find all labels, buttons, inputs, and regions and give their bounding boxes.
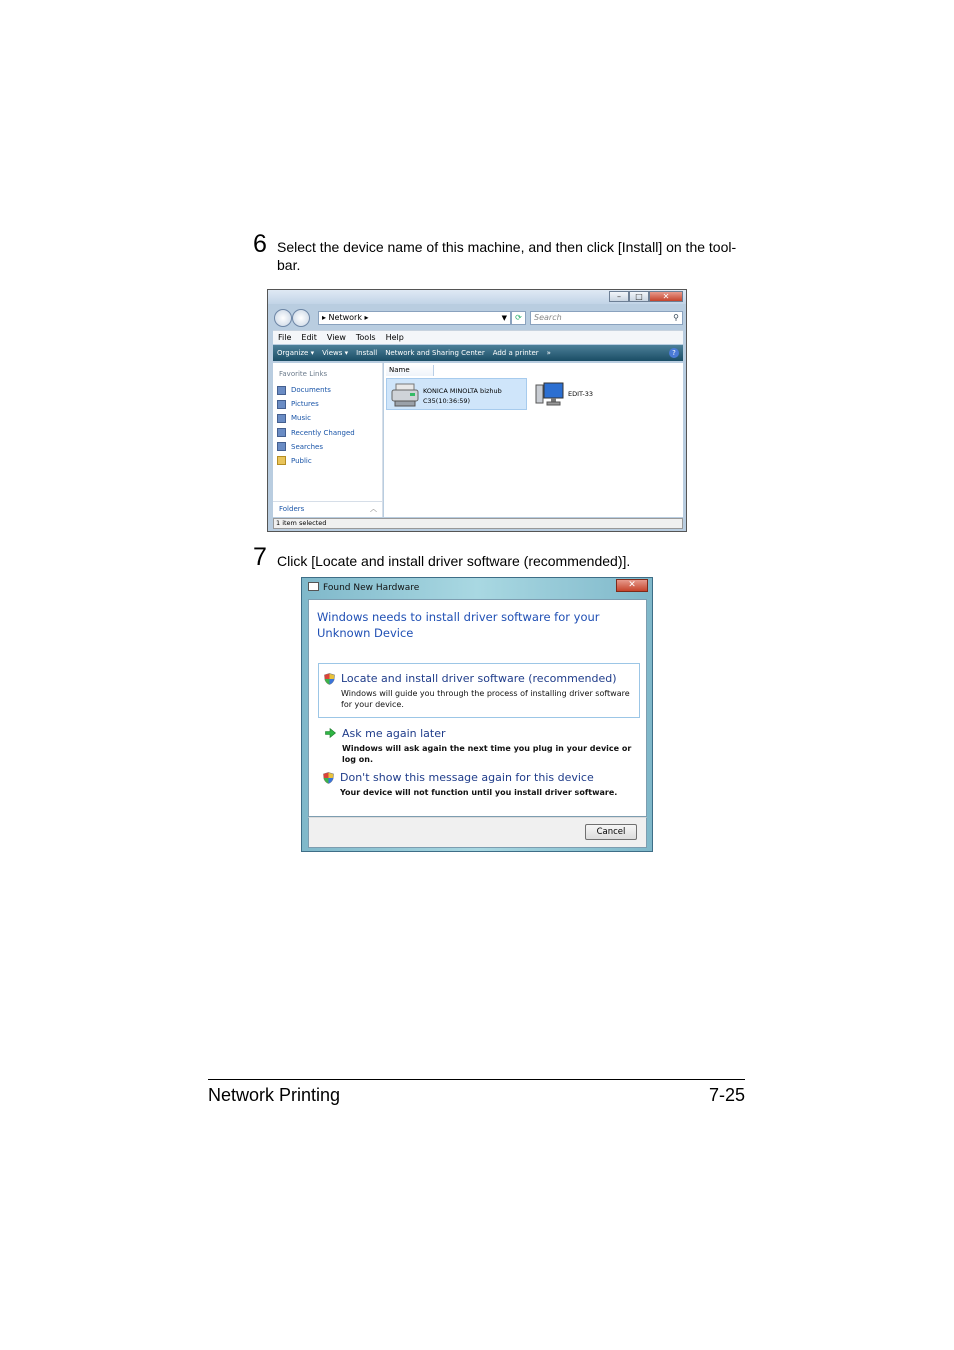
hardware-icon [308, 582, 319, 591]
cancel-button[interactable]: Cancel [585, 824, 637, 840]
ask-later-desc: Windows will ask again the next time you plug in your device or log on. [342, 744, 632, 764]
chevron-up-icon: ︿ [370, 505, 377, 513]
step-6-number: 6 [253, 230, 267, 258]
recent-icon [277, 428, 286, 437]
step-6-text-line1: Select the device name of this machine, and then click [Install] on the tool- [277, 239, 737, 255]
command-toolbar [273, 345, 683, 361]
help-icon[interactable]: ? [669, 348, 679, 358]
nav-link-music[interactable]: Music [277, 411, 355, 425]
file-list [384, 363, 683, 517]
favorite-links-header: Favorite Links [279, 370, 328, 378]
dialog-body [308, 599, 647, 817]
refresh-icon[interactable]: ⟳ [511, 311, 526, 325]
maximize-button[interactable]: □ [629, 291, 649, 302]
search-icon[interactable]: ⚲ [673, 313, 679, 322]
dont-show-title: Don't show this message again for this device [340, 771, 594, 784]
dont-show-desc: Your device will not function until you install driver software. [340, 788, 618, 797]
more-icon[interactable]: » [546, 349, 551, 357]
address-bar[interactable] [318, 311, 511, 325]
footer-page-number: 7-25 [708, 1085, 745, 1105]
menu-edit[interactable]: Edit [301, 333, 317, 342]
footer-divider [208, 1079, 745, 1080]
dont-show-option[interactable] [318, 763, 640, 803]
pictures-icon [277, 400, 286, 409]
dialog-heading: Windows needs to install driver software for your Unknown Device [317, 610, 600, 640]
footer-section-title: Network Printing [208, 1085, 341, 1105]
nav-link-public[interactable]: Public [277, 454, 355, 468]
menu-bar [273, 330, 683, 344]
locate-install-option[interactable] [318, 663, 640, 718]
arrow-right-icon [325, 727, 336, 739]
chevron-down-icon[interactable]: ▼ [501, 314, 507, 322]
shield-icon [324, 673, 335, 685]
forward-button[interactable] [292, 309, 310, 327]
organize-button[interactable]: Organize ▾ [277, 349, 315, 357]
menu-help[interactable]: Help [385, 333, 404, 342]
nav-link-recently-changed[interactable]: Recently Changed [277, 426, 355, 440]
address-text: ▸ Network ▸ [322, 313, 369, 322]
step-7-text: Click [Locate and install driver software (recommended)]. [277, 553, 631, 569]
nav-link-pictures[interactable]: Pictures [277, 397, 355, 411]
network-explorer-window [267, 289, 687, 532]
device-item-computer[interactable] [532, 378, 632, 410]
nav-link-searches[interactable]: Searches [277, 440, 355, 454]
add-printer-button[interactable]: Add a printer [492, 349, 539, 357]
explorer-titlebar [268, 290, 686, 304]
found-new-hardware-dialog [301, 577, 653, 852]
status-bar: 1 item selected [273, 518, 683, 529]
device-item-printer[interactable] [386, 378, 527, 410]
dialog-close-button[interactable]: ✕ [616, 579, 648, 592]
network-sharing-center-button[interactable]: Network and Sharing Center [385, 349, 485, 357]
minimize-button[interactable]: – [609, 291, 629, 302]
step-6-text-line2: bar. [277, 257, 301, 273]
printer-name-line1: KONICA MINOLTA bizhub [423, 387, 502, 395]
printer-icon [390, 382, 420, 408]
dialog-footer [308, 817, 647, 848]
locate-install-desc: Windows will guide you through the process of installing driver software for your device. [341, 689, 630, 709]
address-row [268, 306, 686, 328]
documents-icon [277, 386, 286, 395]
ask-later-option[interactable] [318, 719, 640, 764]
menu-view[interactable]: View [326, 333, 346, 342]
shield-icon [323, 772, 334, 784]
searches-icon [277, 442, 286, 451]
dialog-title: Found New Hardware [308, 582, 419, 594]
navigation-pane [273, 363, 383, 517]
step-7-number: 7 [253, 543, 267, 571]
folders-toggle[interactable]: Folders ︿ [273, 501, 382, 517]
locate-install-title: Locate and install driver software (recommended) [341, 672, 617, 685]
column-header-name[interactable]: Name [386, 365, 434, 376]
computer-name: EDIT-33 [568, 390, 594, 398]
views-button[interactable]: Views ▾ [322, 349, 349, 357]
ask-later-title: Ask me again later [342, 727, 446, 740]
computer-icon [535, 381, 565, 407]
music-icon [277, 414, 286, 423]
menu-tools[interactable]: Tools [355, 333, 376, 342]
nav-link-documents[interactable]: Documents [277, 383, 355, 397]
install-button[interactable]: Install [356, 349, 378, 357]
search-input[interactable]: Search ⚲ [530, 311, 683, 325]
folder-icon [277, 456, 286, 465]
printer-name-line2: C35(10:36:59) [423, 397, 471, 405]
menu-file[interactable]: File [278, 333, 292, 342]
back-button[interactable] [274, 309, 292, 327]
close-button[interactable]: ✕ [649, 291, 683, 302]
